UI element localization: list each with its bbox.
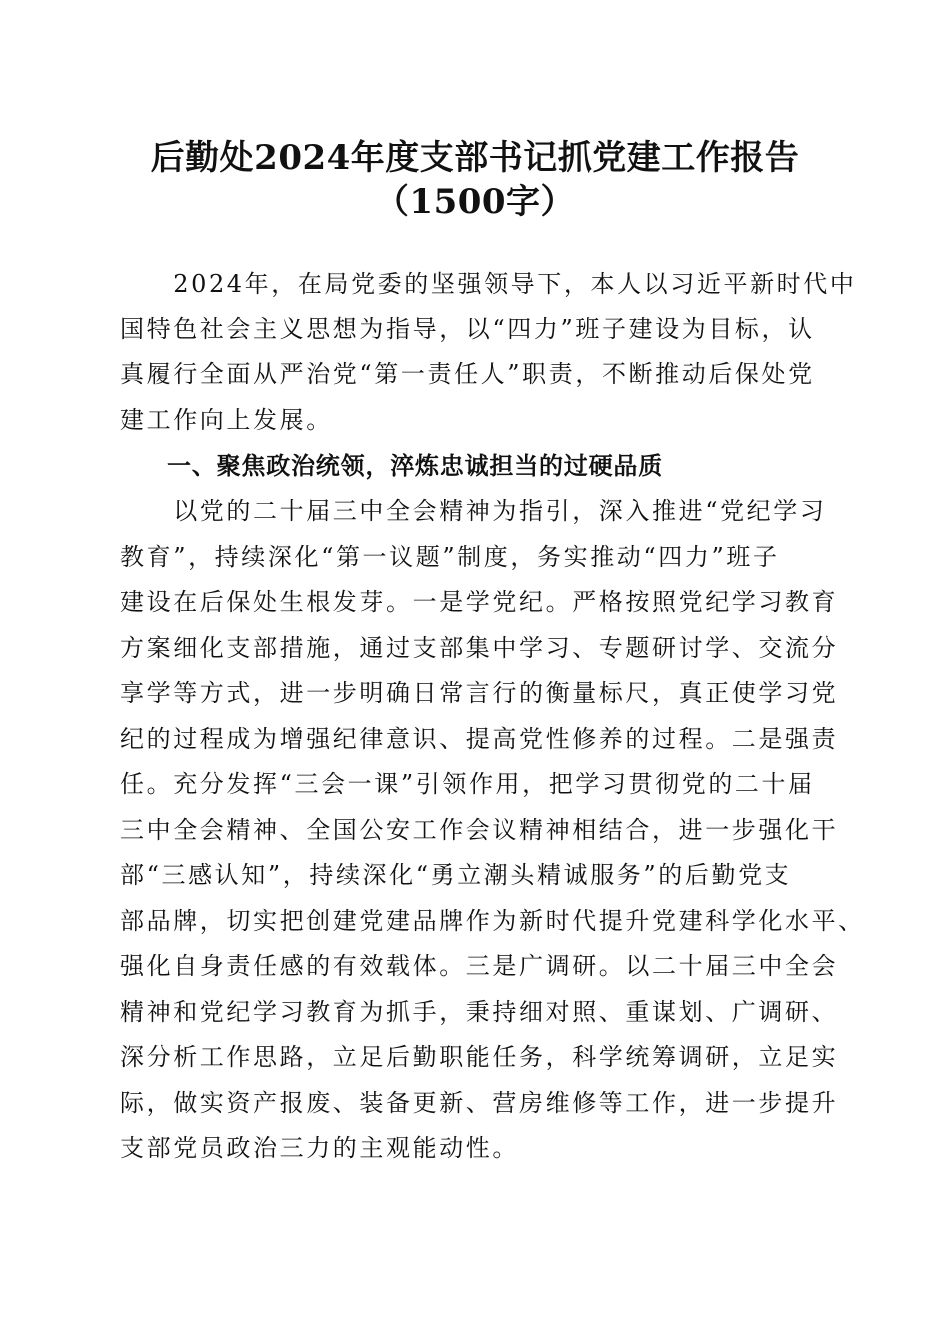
paragraph-line: 建设在后保处生根发芽。一是学党纪。严格按照党纪学习教育 xyxy=(120,588,839,616)
paragraph-line: 部品牌，切实把创建党建品牌作为新时代提升党建科学化水平、 xyxy=(120,907,865,935)
paragraph-line: 际，做实资产报废、装备更新、营房维修等工作，进一步提升 xyxy=(120,1089,839,1117)
paragraph-line: 精神和党纪学习教育为抓手，秉持细对照、重谋划、广调研、 xyxy=(120,998,839,1026)
paragraph-line: 任。充分发挥“三会一课”引领作用，把学习贯彻党的二十届 xyxy=(120,770,815,798)
paragraph-line: 方案细化支部措施，通过支部集中学习、专题研讨学、交流分 xyxy=(120,634,839,662)
paragraph-line: 以党的二十届三中全会精神为指引，深入推进“党纪学习 xyxy=(120,497,827,525)
document-title: 后勤处2024年度支部书记抓党建工作报告 xyxy=(150,138,800,178)
paragraph-line: 深分析工作思路，立足后勤职能任务，科学统筹调研，立足实 xyxy=(120,1043,839,1071)
paragraph-line: 支部党员政治三力的主观能动性。 xyxy=(120,1134,519,1162)
paragraph-line: 享学等方式，进一步明确日常言行的衡量标尺，真正使学习党 xyxy=(120,679,839,707)
document-subtitle: （1500字） xyxy=(374,182,576,222)
paragraph-line: 部“三感认知”，持续深化“勇立潮头精诚服务”的后勤党支 xyxy=(120,861,792,889)
section-heading: 一、聚焦政治统领，淬炼忠诚担当的过硬品质 xyxy=(167,452,663,480)
paragraph-line: 教育”，持续深化“第一议题”制度，务实推动“四力”班子 xyxy=(120,543,780,571)
paragraph-line: 强化自身责任感的有效载体。三是广调研。以二十届三中全会 xyxy=(120,952,839,980)
paragraph-line: 纪的过程成为增强纪律意识、提高党性修养的过程。二是强责 xyxy=(120,725,839,753)
intro-line: 真履行全面从严治党“第一责任人”职责，不断推动后保处党 xyxy=(120,360,815,388)
paragraph-line: 三中全会精神、全国公安工作会议精神相结合，进一步强化干 xyxy=(120,816,839,844)
intro-line: 国特色社会主义思想为指导，以“四力”班子建设为目标，认 xyxy=(120,315,815,343)
intro-line: 2024年，在局党委的坚强领导下，本人以习近平新时代中 xyxy=(120,270,857,298)
intro-line: 建工作向上发展。 xyxy=(120,406,333,434)
